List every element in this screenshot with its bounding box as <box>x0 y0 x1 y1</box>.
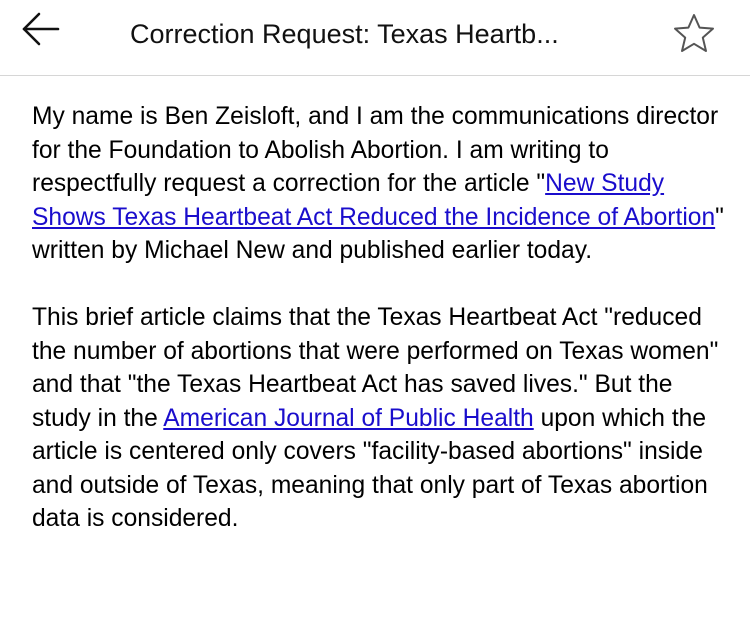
paragraph-2-text-before: This brief article claims that the Texas Heartbeat Act "reduced the number of abortions that were performed on Texas women" and that "the Texas Heartbeat Act has saved lives." But the study in the <box>32 304 719 432</box>
paragraph-1 <box>32 100 732 268</box>
star-outline-icon <box>670 10 718 58</box>
message-body <box>32 100 732 536</box>
study-article-link[interactable]: New Study Shows Texas Heartbeat Act Reduced the Incidence of Abortion <box>32 170 716 231</box>
paragraph-1-text-after: " written by Michael New and published earlier today. <box>32 203 724 264</box>
paragraph-1-text-before: My name is Ben Zeisloft, and I am the communications director for the Foundation to Abolish Abortion. I am writing to respectfully request a correction for the article " <box>32 103 719 197</box>
journal-link[interactable]: American Journal of Public Health <box>163 404 534 432</box>
paragraph-2-text-after: upon which the article is centered only covers "facility-based abortions" inside and outside of Texas, meaning that only part of Texas abortion data is considered. <box>32 404 708 532</box>
back-arrow-icon <box>18 8 64 54</box>
favorite-button[interactable] <box>670 10 718 58</box>
page-title: Correction Request: Texas Heartb... <box>130 19 559 49</box>
paragraph-2 <box>32 301 732 536</box>
top-bar <box>0 0 750 76</box>
back-button[interactable] <box>18 8 64 54</box>
